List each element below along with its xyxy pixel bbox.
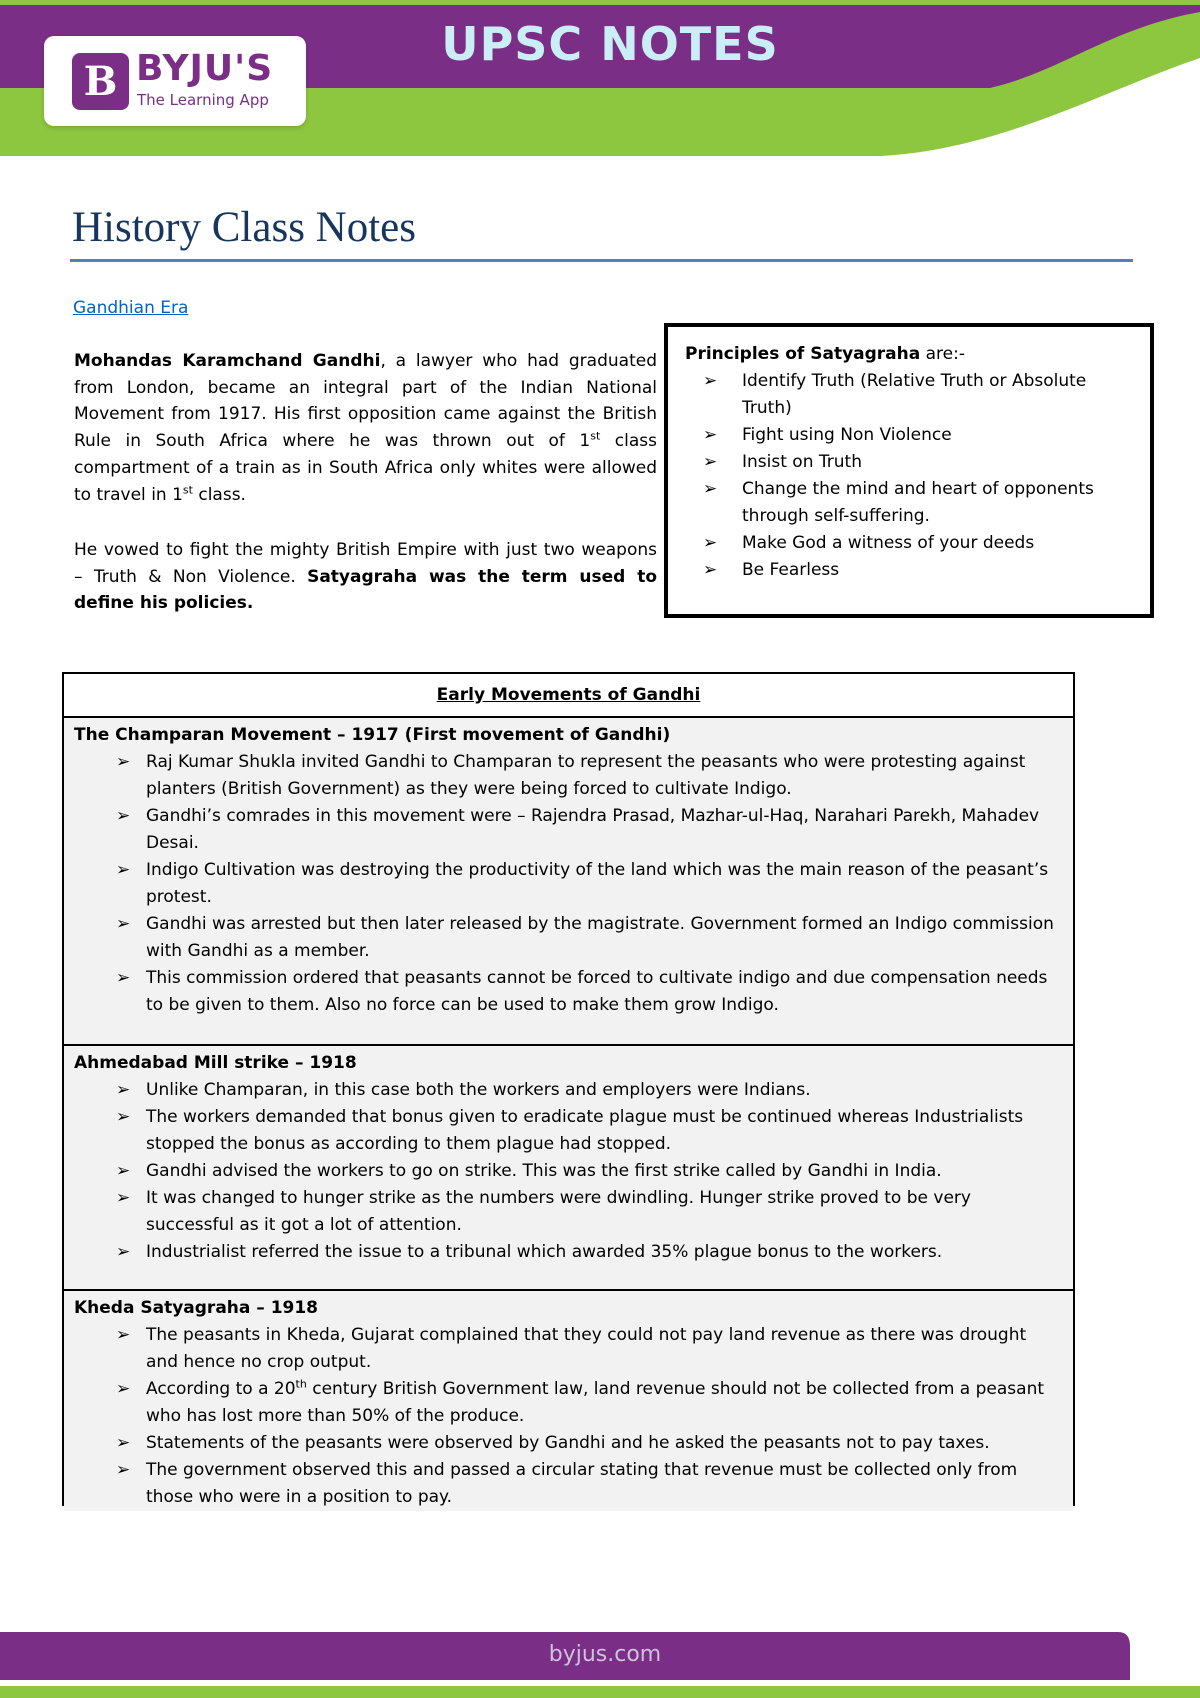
header-title: UPSC NOTES xyxy=(441,17,779,71)
list-item-text: Gandhi’s comrades in this movement were – Rajendra Prasad, Mazhar-ul-Haq, Narahari Parekh, Mahadev Desai. xyxy=(146,806,1040,853)
section-title: Ahmedabad Mill strike – 1918 xyxy=(74,1053,357,1073)
list-item-text: The workers demanded that bonus given to eradicate plague must be continued whereas Industrialists stopped the bonus as according to them plague had stopped. xyxy=(146,1107,1024,1154)
principles-box xyxy=(664,323,1154,618)
list-item xyxy=(74,1185,1063,1239)
list-item xyxy=(74,803,1063,857)
byjus-logo-mark-icon: B xyxy=(72,53,129,110)
list-item-text: Industrialist referred the issue to a tribunal which awarded 35% plague bonus to the workers. xyxy=(146,1242,943,1262)
arrow-bullet-icon: ➢ xyxy=(116,968,131,988)
list-item-text: This commission ordered that peasants cannot be forced to cultivate indigo and due compensation needs to be given to them. Also no force can be used to make them grow Indigo. xyxy=(146,968,1048,1015)
arrow-bullet-icon: ➢ xyxy=(116,1433,131,1453)
logo-tagline: The Learning App xyxy=(137,91,269,109)
table-section-champaran xyxy=(64,718,1073,1046)
list-item-text: Statements of the peasants were observed by Gandhi and he asked the peasants not to pay taxes. xyxy=(146,1433,990,1453)
list-item-text: Identify Truth (Relative Truth or Absolute Truth) xyxy=(742,371,1087,418)
list-item xyxy=(74,1104,1063,1158)
footer-website[interactable]: byjus.com xyxy=(548,1642,662,1667)
table-section-kheda xyxy=(64,1291,1073,1511)
intro-text: class. xyxy=(192,484,246,505)
list-item xyxy=(74,749,1063,803)
section-title: The Champaran Movement – 1917 (First movement of Gandhi) xyxy=(74,725,671,745)
intro-text: He vowed to fight the mighty British Empire with just two weapons – Truth & Non Violence. xyxy=(74,540,657,587)
byjus-logo[interactable] xyxy=(44,36,306,126)
list-item xyxy=(74,965,1063,1019)
arrow-bullet-icon: ➢ xyxy=(703,560,718,580)
table-section-ahmedabad xyxy=(64,1046,1073,1291)
list-item-text: Indigo Cultivation was destroying the productivity of the land which was the main reason of the peasant’s protest. xyxy=(146,860,1049,907)
list-item-text: century British Government law, land revenue should not be collected from a peasant who has lost more than 50% of the produce. xyxy=(146,1379,1045,1426)
arrow-bullet-icon: ➢ xyxy=(116,1107,131,1127)
page-title: History Class Notes xyxy=(72,204,416,251)
arrow-bullet-icon: ➢ xyxy=(116,1242,131,1262)
arrow-bullet-icon: ➢ xyxy=(116,1460,131,1480)
list-item xyxy=(74,1239,1063,1266)
list-item-text: Insist on Truth xyxy=(742,452,862,472)
list-item xyxy=(74,911,1063,965)
arrow-bullet-icon: ➢ xyxy=(703,425,718,445)
list-item xyxy=(74,1322,1063,1376)
arrow-bullet-icon: ➢ xyxy=(116,1188,131,1208)
section-list xyxy=(74,749,1063,1019)
title-divider xyxy=(70,259,1133,262)
list-item xyxy=(74,1430,1063,1457)
arrow-bullet-icon: ➢ xyxy=(116,752,131,772)
table-heading: Early Movements of Gandhi xyxy=(436,685,701,705)
arrow-bullet-icon: ➢ xyxy=(116,1161,131,1181)
arrow-bullet-icon: ➢ xyxy=(703,533,718,553)
intro-paragraph-1 xyxy=(74,348,657,508)
intro-text: class compartment of a train as in South Africa only whites were allowed to travel in 1 xyxy=(74,431,658,505)
section-link-gandhian-era[interactable]: Gandhian Era xyxy=(73,298,189,318)
section-list xyxy=(74,1322,1063,1511)
arrow-bullet-icon: ➢ xyxy=(116,860,131,880)
list-item-text: According to a 20 xyxy=(146,1379,296,1399)
arrow-bullet-icon: ➢ xyxy=(703,479,718,499)
list-item-text: Change the mind and heart of opponents through self-suffering. xyxy=(742,479,1094,526)
list-item-text: Unlike Champaran, in this case both the workers and employers were Indians. xyxy=(146,1080,811,1100)
arrow-bullet-icon: ➢ xyxy=(703,452,718,472)
intro-bold-text: Satyagraha was the term used to define his policies. xyxy=(74,566,657,614)
early-movements-table xyxy=(62,672,1075,1506)
list-item xyxy=(703,449,1136,476)
gandhi-name: Mohandas Karamchand Gandhi xyxy=(74,351,381,371)
table-heading-row xyxy=(64,674,1073,718)
section-list xyxy=(74,1077,1063,1266)
list-item-text: Gandhi was arrested but then later released by the magistrate. Government formed an Indigo commission with Gandhi as a member. xyxy=(146,914,1054,961)
list-item-text: It was changed to hunger strike as the numbers were dwindling. Hunger strike proved to be very successful as it got a lot of attention. xyxy=(146,1188,971,1235)
list-item-text: The peasants in Kheda, Gujarat complained that they could not pay land revenue as there was drought and hence no crop output. xyxy=(146,1325,1027,1372)
superscript: st xyxy=(590,429,601,443)
intro-paragraph-2 xyxy=(74,537,657,617)
list-item xyxy=(703,530,1136,557)
list-item xyxy=(74,1158,1063,1185)
list-item xyxy=(74,1077,1063,1104)
list-item xyxy=(703,422,1136,449)
arrow-bullet-icon: ➢ xyxy=(116,1325,131,1345)
arrow-bullet-icon: ➢ xyxy=(116,806,131,826)
intro-text: , a lawyer who had graduated from London, became an integral part of the Indian National Movement from 1917. His first opposition came against the British Rule in South Africa where he was thrown out of 1 xyxy=(74,351,657,452)
list-item xyxy=(74,1457,1063,1511)
list-item xyxy=(703,476,1136,530)
list-item xyxy=(74,1376,1063,1430)
principles-title-bold: Principles of Satyagraha xyxy=(685,344,921,364)
section-title: Kheda Satyagraha – 1918 xyxy=(74,1298,319,1318)
list-item-text: Fight using Non Violence xyxy=(742,425,952,445)
arrow-bullet-icon: ➢ xyxy=(116,1379,131,1399)
logo-brand-name: BYJU'S xyxy=(136,48,274,89)
arrow-bullet-icon: ➢ xyxy=(116,914,131,934)
superscript: th xyxy=(295,1377,307,1391)
arrow-bullet-icon: ➢ xyxy=(116,1080,131,1100)
list-item xyxy=(74,857,1063,911)
list-item-text: Make God a witness of your deeds xyxy=(742,533,1035,553)
principles-title xyxy=(685,341,1136,368)
list-item xyxy=(703,557,1136,584)
list-item-text: Raj Kumar Shukla invited Gandhi to Champaran to represent the peasants who were protesting against planters (British Government) as they were being forced to cultivate Indigo. xyxy=(146,752,1026,799)
principles-list xyxy=(685,368,1136,584)
list-item-text: The government observed this and passed a circular stating that revenue must be collected only from those who were in a position to pay. xyxy=(146,1460,1018,1507)
arrow-bullet-icon: ➢ xyxy=(703,371,718,391)
list-item-text: Be Fearless xyxy=(742,560,840,580)
list-item-text: Gandhi advised the workers to go on strike. This was the first strike called by Gandhi in India. xyxy=(146,1161,942,1181)
list-item xyxy=(703,368,1136,422)
superscript: st xyxy=(182,482,193,496)
principles-title-rest: are:- xyxy=(920,344,965,364)
